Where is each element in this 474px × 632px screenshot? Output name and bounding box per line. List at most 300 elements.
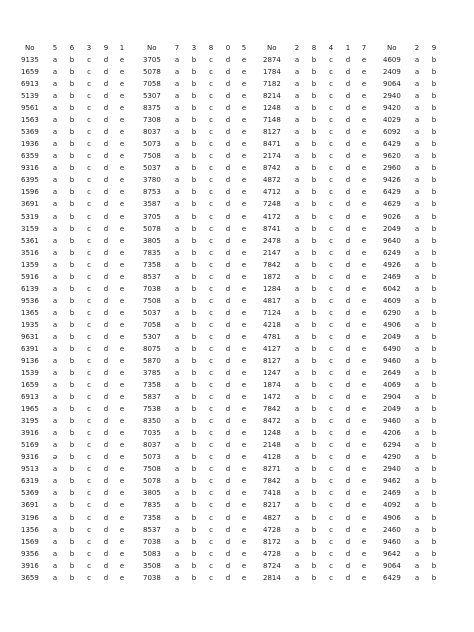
answer-option: e — [361, 537, 367, 546]
answer-option: b — [311, 308, 317, 317]
answer-option: b — [431, 405, 437, 414]
question-number: 3805 — [143, 236, 161, 245]
answer-option: d — [345, 405, 351, 414]
answer-option: a — [294, 284, 300, 293]
answer-option: e — [361, 272, 367, 281]
answer-option: a — [414, 164, 420, 173]
answer-option: d — [345, 248, 351, 257]
column-header-digit: 7 — [174, 44, 180, 52]
answer-option: c — [209, 477, 213, 486]
answer-option: e — [361, 489, 367, 498]
answer-option: b — [431, 80, 437, 89]
question-number: 3159 — [21, 224, 39, 233]
answer-option: b — [191, 164, 197, 173]
question-number: 5361 — [21, 236, 39, 245]
answer-option: e — [361, 140, 367, 149]
answer-option: a — [294, 104, 300, 113]
answer-option: a — [52, 549, 58, 558]
answer-option: c — [329, 260, 333, 269]
answer-option: a — [294, 176, 300, 185]
answer-option: c — [209, 236, 213, 245]
column-header-no: No — [387, 44, 397, 52]
answer-option: c — [329, 80, 333, 89]
answer-option: b — [311, 68, 317, 77]
answer-option: d — [103, 284, 109, 293]
question-number: 3659 — [21, 573, 39, 582]
answer-option: e — [119, 176, 125, 185]
column-header-digit: 2 — [294, 44, 300, 52]
answer-option: a — [174, 140, 180, 149]
question-number: 2460 — [383, 525, 401, 534]
answer-option: d — [225, 537, 231, 546]
answer-option: a — [174, 212, 180, 221]
question-number: 8742 — [263, 164, 281, 173]
answer-option: a — [294, 140, 300, 149]
answer-option: e — [119, 248, 125, 257]
answer-option: b — [191, 308, 197, 317]
answer-option: a — [174, 188, 180, 197]
answer-option: a — [174, 80, 180, 89]
answer-option: b — [431, 188, 437, 197]
answer-option: d — [345, 561, 351, 570]
answer-option: d — [345, 212, 351, 221]
answer-option: b — [191, 381, 197, 390]
answer-option: b — [311, 369, 317, 378]
answer-option: c — [329, 344, 333, 353]
answer-option: c — [209, 176, 213, 185]
column-header-digit: 2 — [414, 44, 420, 52]
answer-option: b — [191, 116, 197, 125]
answer-option: e — [361, 501, 367, 510]
answer-option: c — [329, 320, 333, 329]
answer-option: d — [345, 573, 351, 582]
answer-option: d — [225, 501, 231, 510]
answer-option: a — [52, 477, 58, 486]
answer-option: a — [294, 489, 300, 498]
answer-option: b — [69, 501, 75, 510]
answer-option: d — [225, 140, 231, 149]
answer-option: b — [191, 417, 197, 426]
answer-option: b — [431, 212, 437, 221]
answer-option: b — [311, 332, 317, 341]
answer-option: b — [191, 128, 197, 137]
answer-option: a — [294, 296, 300, 305]
answer-option: e — [361, 188, 367, 197]
answer-option: d — [103, 308, 109, 317]
answer-option: b — [431, 284, 437, 293]
answer-option: b — [311, 248, 317, 257]
answer-option: d — [225, 405, 231, 414]
answer-option: e — [119, 429, 125, 438]
answer-option: a — [414, 92, 420, 101]
answer-option: d — [225, 92, 231, 101]
answer-option: d — [103, 140, 109, 149]
question-number: 7842 — [263, 260, 281, 269]
answer-option: d — [103, 537, 109, 546]
answer-option: e — [119, 308, 125, 317]
answer-option: e — [119, 140, 125, 149]
answer-option: b — [431, 128, 437, 137]
answer-option: d — [225, 200, 231, 209]
answer-option: a — [174, 200, 180, 209]
answer-option: b — [69, 272, 75, 281]
question-number: 4218 — [263, 320, 281, 329]
answer-option: c — [209, 152, 213, 161]
question-number: 7038 — [143, 284, 161, 293]
answer-option: e — [119, 453, 125, 462]
question-number: 6429 — [383, 188, 401, 197]
question-number: 9064 — [383, 561, 401, 570]
answer-option: e — [361, 116, 367, 125]
answer-option: a — [414, 573, 420, 582]
answer-option: c — [87, 573, 91, 582]
answer-option: c — [329, 68, 333, 77]
answer-option: e — [241, 224, 247, 233]
answer-option: d — [103, 56, 109, 64]
answer-option: e — [119, 405, 125, 414]
answer-option: c — [329, 200, 333, 209]
question-number: 1248 — [263, 104, 281, 113]
answer-option: b — [431, 501, 437, 510]
answer-option: e — [361, 573, 367, 582]
question-number: 6395 — [21, 176, 39, 185]
answer-option: b — [69, 381, 75, 390]
answer-option: a — [414, 272, 420, 281]
question-number: 2940 — [383, 92, 401, 101]
answer-option: b — [69, 224, 75, 233]
answer-option: d — [225, 68, 231, 77]
question-number: 3691 — [21, 200, 39, 209]
answer-option: b — [311, 441, 317, 450]
answer-option: d — [345, 176, 351, 185]
question-number: 1365 — [21, 308, 39, 317]
answer-option: b — [311, 501, 317, 510]
answer-option: b — [69, 525, 75, 534]
answer-option: a — [174, 68, 180, 77]
answer-option: c — [87, 308, 91, 317]
answer-option: a — [52, 68, 58, 77]
answer-option: d — [103, 465, 109, 474]
answer-option: b — [69, 308, 75, 317]
answer-option: c — [329, 284, 333, 293]
answer-option: b — [431, 236, 437, 245]
answer-option: c — [87, 357, 91, 365]
answer-option: e — [361, 68, 367, 77]
answer-option: a — [174, 489, 180, 498]
question-number: 6913 — [21, 80, 39, 89]
question-number: 7358 — [143, 260, 161, 269]
answer-option: a — [294, 152, 300, 161]
question-number: 6139 — [21, 284, 39, 293]
answer-option: d — [225, 525, 231, 534]
question-number: 8350 — [143, 417, 161, 426]
answer-option: b — [69, 489, 75, 498]
question-number: 9631 — [21, 332, 39, 341]
answer-option: a — [174, 104, 180, 113]
answer-option: a — [294, 381, 300, 390]
answer-option: a — [414, 357, 420, 365]
answer-option: a — [414, 369, 420, 378]
answer-option: b — [431, 537, 437, 546]
answer-option: b — [431, 248, 437, 257]
answer-option: e — [361, 525, 367, 534]
answer-option: c — [209, 369, 213, 378]
answer-option: b — [191, 525, 197, 534]
answer-option: e — [241, 152, 247, 161]
answer-option: b — [431, 561, 437, 570]
answer-option: d — [345, 68, 351, 77]
answer-option: b — [311, 525, 317, 534]
answer-option: e — [241, 381, 247, 390]
answer-option: d — [345, 501, 351, 510]
answer-option: b — [191, 236, 197, 245]
answer-option: a — [294, 429, 300, 438]
question-number: 9462 — [383, 477, 401, 486]
answer-option: b — [311, 80, 317, 89]
answer-option: a — [414, 393, 420, 402]
answer-option: c — [87, 513, 91, 522]
question-number: 5916 — [21, 272, 39, 281]
answer-option: c — [209, 104, 213, 113]
question-number: 4609 — [383, 56, 401, 64]
answer-option: d — [225, 513, 231, 522]
answer-option: d — [225, 561, 231, 570]
answer-option: c — [87, 381, 91, 390]
answer-option: d — [345, 344, 351, 353]
answer-option: d — [103, 357, 109, 365]
answer-option: c — [329, 128, 333, 137]
answer-option: b — [191, 176, 197, 185]
question-number: 5307 — [143, 332, 161, 341]
answer-option: a — [52, 429, 58, 438]
answer-option: e — [361, 236, 367, 245]
answer-option: b — [311, 573, 317, 582]
answer-option: e — [119, 344, 125, 353]
answer-option: c — [209, 549, 213, 558]
answer-option: b — [311, 320, 317, 329]
answer-option: a — [294, 573, 300, 582]
answer-option: a — [414, 525, 420, 534]
answer-option: d — [345, 152, 351, 161]
answer-option: e — [119, 441, 125, 450]
answer-option: e — [119, 561, 125, 570]
answer-option: e — [361, 369, 367, 378]
answer-option: e — [241, 465, 247, 474]
question-number: 7182 — [263, 80, 281, 89]
answer-option: c — [209, 188, 213, 197]
answer-option: a — [414, 549, 420, 558]
answer-option: d — [103, 332, 109, 341]
answer-option: a — [174, 152, 180, 161]
answer-option: a — [294, 128, 300, 137]
answer-option: e — [119, 513, 125, 522]
answer-option: b — [311, 164, 317, 173]
answer-option: e — [361, 224, 367, 233]
column-header-digit: 8 — [208, 44, 214, 52]
question-number: 3508 — [143, 561, 161, 570]
answer-option: c — [329, 116, 333, 125]
answer-option: c — [329, 212, 333, 221]
answer-option: c — [87, 525, 91, 534]
question-number: 1936 — [21, 140, 39, 149]
answer-option: c — [329, 405, 333, 414]
answer-option: e — [119, 549, 125, 558]
answer-option: c — [209, 525, 213, 534]
answer-option: b — [191, 549, 197, 558]
question-number: 8724 — [263, 561, 281, 570]
answer-option: e — [119, 465, 125, 474]
question-number: 5078 — [143, 224, 161, 233]
answer-option: e — [241, 80, 247, 89]
answer-option: c — [329, 140, 333, 149]
question-number: 9513 — [21, 465, 39, 474]
answer-option: b — [311, 477, 317, 486]
answer-option: d — [345, 296, 351, 305]
answer-option: c — [329, 104, 333, 113]
answer-option: d — [225, 212, 231, 221]
answer-option: b — [311, 140, 317, 149]
answer-option: b — [69, 284, 75, 293]
answer-option: c — [87, 68, 91, 77]
question-number: 3805 — [143, 489, 161, 498]
answer-option: d — [225, 56, 231, 64]
answer-option: e — [119, 332, 125, 341]
question-number: 7508 — [143, 152, 161, 161]
answer-option: e — [361, 405, 367, 414]
answer-option: e — [361, 393, 367, 402]
answer-option: c — [209, 308, 213, 317]
answer-option: b — [69, 68, 75, 77]
answer-option: e — [361, 513, 367, 522]
answer-option: b — [191, 200, 197, 209]
answer-option: a — [174, 549, 180, 558]
answer-option: e — [361, 561, 367, 570]
question-number: 5073 — [143, 140, 161, 149]
answer-option: b — [431, 489, 437, 498]
answer-option: d — [225, 320, 231, 329]
question-number: 5083 — [143, 549, 161, 558]
answer-option: b — [311, 104, 317, 113]
question-number: 8375 — [143, 104, 161, 113]
answer-option: a — [52, 332, 58, 341]
answer-option: a — [294, 405, 300, 414]
answer-option: d — [103, 164, 109, 173]
answer-option: b — [69, 344, 75, 353]
question-number: 4872 — [263, 176, 281, 185]
answer-option: e — [119, 164, 125, 173]
answer-option: d — [345, 272, 351, 281]
answer-option: d — [103, 381, 109, 390]
answer-option: c — [329, 489, 333, 498]
question-number: 8753 — [143, 188, 161, 197]
answer-option: c — [87, 320, 91, 329]
answer-option: a — [414, 308, 420, 317]
answer-option: a — [174, 405, 180, 414]
answer-option: c — [87, 489, 91, 498]
question-number: 6913 — [21, 393, 39, 402]
answer-option: a — [414, 260, 420, 269]
answer-option: c — [209, 140, 213, 149]
answer-option: c — [87, 92, 91, 101]
answer-option: d — [103, 260, 109, 269]
answer-option: d — [345, 188, 351, 197]
answer-option: d — [225, 573, 231, 582]
answer-option: c — [329, 513, 333, 522]
answer-option: c — [209, 381, 213, 390]
answer-option: a — [414, 501, 420, 510]
answer-option: b — [191, 344, 197, 353]
answer-option: d — [103, 272, 109, 281]
question-number: 1539 — [21, 369, 39, 378]
answer-option: d — [103, 104, 109, 113]
answer-option: c — [209, 164, 213, 173]
answer-option: d — [225, 296, 231, 305]
answer-option: b — [191, 405, 197, 414]
answer-option: e — [119, 537, 125, 546]
answer-option: e — [241, 525, 247, 534]
answer-option: a — [294, 477, 300, 486]
answer-option: d — [345, 441, 351, 450]
answer-option: d — [103, 80, 109, 89]
answer-option: b — [431, 308, 437, 317]
answer-option: d — [345, 140, 351, 149]
answer-option: a — [294, 272, 300, 281]
question-number: 2049 — [383, 224, 401, 233]
question-number: 6429 — [383, 573, 401, 582]
answer-option: b — [69, 260, 75, 269]
answer-option: b — [311, 116, 317, 125]
answer-option: c — [329, 308, 333, 317]
answer-option: d — [103, 236, 109, 245]
answer-option: a — [294, 393, 300, 402]
answer-option: a — [414, 441, 420, 450]
question-number: 8741 — [263, 224, 281, 233]
question-number: 7538 — [143, 405, 161, 414]
answer-option: a — [52, 104, 58, 113]
answer-option: e — [119, 284, 125, 293]
answer-option: e — [241, 188, 247, 197]
answer-option: d — [345, 465, 351, 474]
answer-option: a — [52, 284, 58, 293]
question-number: 3785 — [143, 369, 161, 378]
answer-option: b — [191, 80, 197, 89]
question-number: 2904 — [383, 393, 401, 402]
answer-option: a — [414, 465, 420, 474]
answer-option: a — [294, 200, 300, 209]
answer-option: b — [69, 164, 75, 173]
question-number: 1659 — [21, 68, 39, 77]
answer-option: b — [431, 272, 437, 281]
answer-option: e — [361, 453, 367, 462]
question-number: 4827 — [263, 513, 281, 522]
answer-option: c — [87, 369, 91, 378]
answer-option: c — [87, 549, 91, 558]
answer-option: a — [52, 417, 58, 426]
answer-option: d — [103, 200, 109, 209]
question-number: 1359 — [21, 260, 39, 269]
answer-option: d — [103, 68, 109, 77]
answer-option: c — [87, 260, 91, 269]
answer-option: d — [225, 128, 231, 137]
answer-option: a — [52, 116, 58, 125]
answer-option: c — [209, 212, 213, 221]
column-header-digit: 5 — [241, 44, 247, 52]
answer-option: e — [241, 200, 247, 209]
answer-option: e — [119, 80, 125, 89]
question-number: 8472 — [263, 417, 281, 426]
question-number: 7842 — [263, 477, 281, 486]
answer-option: a — [52, 405, 58, 414]
